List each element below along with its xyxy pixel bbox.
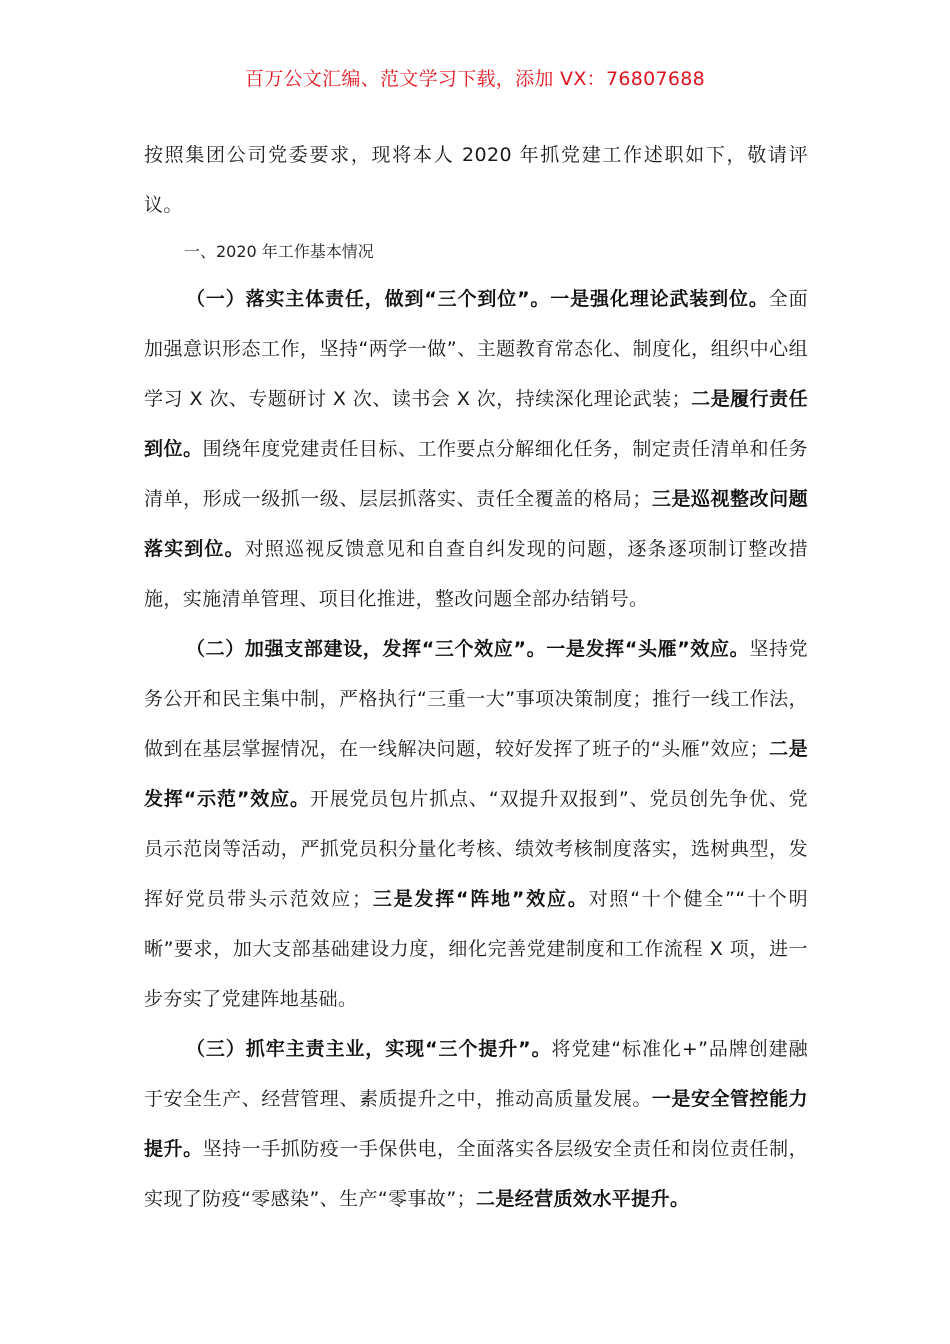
bold-run: 二是履行责任到位。 <box>144 388 808 460</box>
paragraph-2 <box>144 624 808 1024</box>
bold-run: 二是经营质效水平提升。 <box>475 1188 690 1210</box>
text-run: 对照“十个健全”“十个明晰”要求，加大支部基础建设力度，细化完善党建制度和工作流程 X 项，进一步夯实了党建阵地基础。 <box>144 888 808 1010</box>
paragraph-1 <box>144 274 808 624</box>
text-run: 开展党员包片抓点、“双提升双报到”、党员创先争优、党员示范岗等活动，严抓党员积分量化考核、绩效考核制度落实，选树典型，发挥好党员带头示范效应； <box>144 788 809 910</box>
document-body <box>144 130 808 1224</box>
text-run: 围绕年度党建责任目标、工作要点分解细化任务，制定责任清单和任务清单，形成一级抓一级、层层抓落实、责任全覆盖的格局； <box>144 438 809 510</box>
paragraph-3 <box>144 1024 808 1224</box>
text-run: 将党建“标准化+”品牌创建融于安全生产、经营管理、素质提升之中，推动高质量发展。 <box>144 1038 808 1110</box>
text-run: 全面加强意识形态工作，坚持“两学一做”、主题教育常态化、制度化，组织中心组学习 X 次、专题研讨 X 次、读书会 X 次，持续深化理论武装； <box>144 288 808 410</box>
bold-run: 三是发挥“阵地”效应。 <box>371 888 589 910</box>
text-run: 坚持党务公开和民主集中制，严格执行“三重一大”事项决策制度；推行一线工作法，做到在基层掌握情况，在一线解决问题，较好发挥了班子的“头雁”效应； <box>144 638 809 760</box>
bold-run: 三是巡视整改问题落实到位。 <box>144 488 808 560</box>
bold-run: 二是发挥“示范”效应。 <box>144 738 808 810</box>
section-heading: 一、2020 年工作基本情况 <box>184 242 374 261</box>
bold-run: （二）加强支部建设，发挥“三个效应”。一是发挥“头雁”效应。 <box>186 638 750 660</box>
watermark-header: 百万公文汇编、范文学习下载，添加 VX：76807688 <box>244 68 706 90</box>
intro-paragraph: 按照集团公司党委要求，现将本人 2020 年抓党建工作述职如下，敬请评议。 <box>144 144 808 216</box>
bold-run: （一）落实主体责任，做到“三个到位”。一是强化理论武装到位。 <box>186 288 769 310</box>
bold-run: （三）抓牢主责主业，实现“三个提升”。 <box>186 1038 552 1060</box>
text-run: 坚持一手抓防疫一手保供电，全面落实各层级安全责任和岗位责任制，实现了防疫“零感染”、生产“零事故”； <box>144 1138 809 1210</box>
bold-run: 一是安全管控能力提升。 <box>144 1088 809 1160</box>
text-run: 对照巡视反馈意见和自查自纠发现的问题，逐条逐项制订整改措施，实施清单管理、项目化推进，整改问题全部办结销号。 <box>144 538 808 610</box>
